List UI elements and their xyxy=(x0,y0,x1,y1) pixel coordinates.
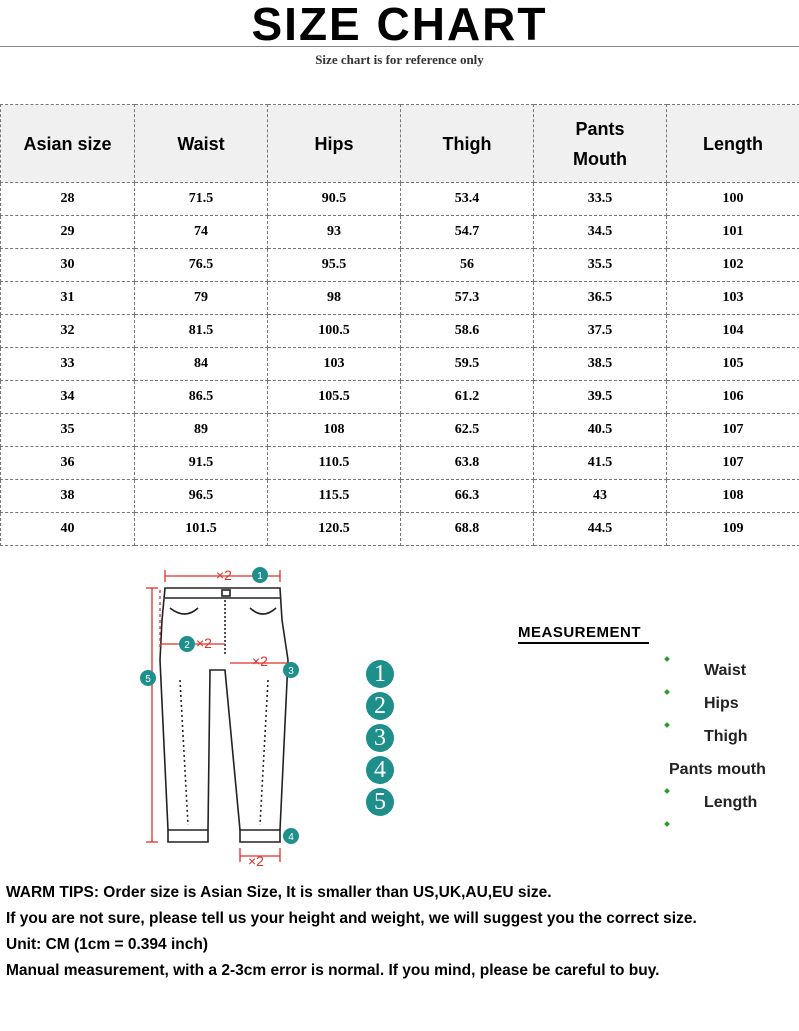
table-header-cell: Pants Mouth xyxy=(534,105,667,183)
measurement-label-thigh: Thigh xyxy=(704,728,748,745)
measurement-label-hips: Hips xyxy=(704,695,739,712)
table-cell: 105 xyxy=(667,348,799,381)
table-cell: 79 xyxy=(135,282,268,315)
table-row xyxy=(1,282,799,315)
table-cell: 110.5 xyxy=(268,447,401,480)
table-row xyxy=(1,183,799,216)
table-cell: 81.5 xyxy=(135,315,268,348)
table-cell: 84 xyxy=(135,348,268,381)
measurement-label-length: Length xyxy=(704,794,758,811)
table-header-cell: Waist xyxy=(135,105,268,183)
table-cell: 95.5 xyxy=(268,249,401,282)
legend-number-3: 3 xyxy=(366,724,394,752)
table-row xyxy=(1,414,799,447)
table-cell: 35 xyxy=(1,414,135,447)
table-cell: 101 xyxy=(667,216,799,249)
table-cell: 40 xyxy=(1,513,135,546)
tip-line-1: WARM TIPS: Order size is Asian Size, It is smaller than US,UK,AU,EU size. xyxy=(6,884,552,901)
measurement-label-pants-mouth: Pants mouth xyxy=(669,761,766,778)
table-cell: 101.5 xyxy=(135,513,268,546)
table-cell: 103 xyxy=(667,282,799,315)
title-divider xyxy=(0,46,799,47)
table-cell: 44.5 xyxy=(534,513,667,546)
table-cell: 34 xyxy=(1,381,135,414)
table-header-cell: Asian size xyxy=(1,105,135,183)
table-cell: 36 xyxy=(1,447,135,480)
table-cell: 100.5 xyxy=(268,315,401,348)
table-cell: 39.5 xyxy=(534,381,667,414)
marker-5: 5 xyxy=(145,674,151,685)
marker-3: 3 xyxy=(288,666,294,677)
mouth-multiplier: ×2 xyxy=(248,853,264,869)
table-cell: 68.8 xyxy=(401,513,534,546)
table-cell: 28 xyxy=(1,183,135,216)
table-cell: 59.5 xyxy=(401,348,534,381)
table-cell: 108 xyxy=(268,414,401,447)
page-subtitle: Size chart is for reference only xyxy=(315,52,484,67)
table-cell: 53.4 xyxy=(401,183,534,216)
table-cell: 56 xyxy=(401,249,534,282)
table-row xyxy=(1,315,799,348)
table-cell: 90.5 xyxy=(268,183,401,216)
table-row xyxy=(1,381,799,414)
thigh-multiplier: ×2 xyxy=(252,653,268,669)
tick-mark xyxy=(664,722,670,728)
table-cell: 71.5 xyxy=(135,183,268,216)
table-cell: 35.5 xyxy=(534,249,667,282)
table-cell: 103 xyxy=(268,348,401,381)
table-cell: 106 xyxy=(667,381,799,414)
table-cell: 102 xyxy=(667,249,799,282)
measurement-label-waist: Waist xyxy=(704,662,747,679)
table-cell: 109 xyxy=(667,513,799,546)
table-cell: 34.5 xyxy=(534,216,667,249)
table-cell: 36.5 xyxy=(534,282,667,315)
pants-diagram xyxy=(130,560,310,870)
table-cell: 86.5 xyxy=(135,381,268,414)
table-body xyxy=(1,183,799,546)
table-cell: 31 xyxy=(1,282,135,315)
table-header-cell: Thigh xyxy=(401,105,534,183)
table-row xyxy=(1,348,799,381)
table-cell: 33.5 xyxy=(534,183,667,216)
table-row xyxy=(1,447,799,480)
table-cell: 37.5 xyxy=(534,315,667,348)
tick-mark xyxy=(664,788,670,794)
table-cell: 32 xyxy=(1,315,135,348)
pants-outline xyxy=(160,588,288,842)
tip-line-3: Unit: CM (1cm = 0.394 inch) xyxy=(6,936,208,953)
table-cell: 104 xyxy=(667,315,799,348)
tip-line-2: If you are not sure, please tell us your height and weight, we will suggest you the correct size. xyxy=(6,910,697,927)
table-cell: 100 xyxy=(667,183,799,216)
size-table xyxy=(0,104,799,546)
table-header-cell: Length xyxy=(667,105,799,183)
marker-4: 4 xyxy=(288,832,294,843)
hips-multiplier: ×2 xyxy=(196,635,212,651)
table-cell: 66.3 xyxy=(401,480,534,513)
table-cell: 115.5 xyxy=(268,480,401,513)
table-header-row xyxy=(1,105,799,183)
tip-line-4: Manual measurement, with a 2-3cm error is normal. If you mind, please be careful to buy. xyxy=(6,962,660,979)
table-cell: 38.5 xyxy=(534,348,667,381)
table-cell: 54.7 xyxy=(401,216,534,249)
table-cell: 89 xyxy=(135,414,268,447)
table-cell: 62.5 xyxy=(401,414,534,447)
table-cell: 29 xyxy=(1,216,135,249)
table-cell: 107 xyxy=(667,414,799,447)
legend-number-4: 4 xyxy=(366,756,394,784)
table-cell: 98 xyxy=(268,282,401,315)
legend-number-5: 5 xyxy=(366,788,394,816)
legend-number-1: 1 xyxy=(366,660,394,688)
table-row xyxy=(1,513,799,546)
table-cell: 107 xyxy=(667,447,799,480)
table-cell: 76.5 xyxy=(135,249,268,282)
measurement-title: MEASUREMENT xyxy=(518,624,649,644)
table-cell: 74 xyxy=(135,216,268,249)
tick-mark xyxy=(664,656,670,662)
table-cell: 40.5 xyxy=(534,414,667,447)
table-cell: 41.5 xyxy=(534,447,667,480)
table-cell: 38 xyxy=(1,480,135,513)
table-cell: 96.5 xyxy=(135,480,268,513)
table-cell: 58.6 xyxy=(401,315,534,348)
table-cell: 33 xyxy=(1,348,135,381)
table-cell: 108 xyxy=(667,480,799,513)
table-cell: 63.8 xyxy=(401,447,534,480)
warm-tips xyxy=(6,880,796,984)
marker-2: 2 xyxy=(184,640,190,651)
table-header-cell: Hips xyxy=(268,105,401,183)
tick-mark xyxy=(664,821,670,827)
waist-multiplier: ×2 xyxy=(216,567,232,583)
legend-number-2: 2 xyxy=(366,692,394,720)
table-cell: 91.5 xyxy=(135,447,268,480)
table-cell: 61.2 xyxy=(401,381,534,414)
table-cell: 120.5 xyxy=(268,513,401,546)
table-row xyxy=(1,216,799,249)
page-title: SIZE CHART xyxy=(251,0,548,50)
marker-1: 1 xyxy=(257,571,263,582)
table-cell: 57.3 xyxy=(401,282,534,315)
table-cell: 105.5 xyxy=(268,381,401,414)
table-cell: 93 xyxy=(268,216,401,249)
table-cell: 43 xyxy=(534,480,667,513)
tick-mark xyxy=(664,689,670,695)
table-row xyxy=(1,249,799,282)
table-cell: 30 xyxy=(1,249,135,282)
table-row xyxy=(1,480,799,513)
